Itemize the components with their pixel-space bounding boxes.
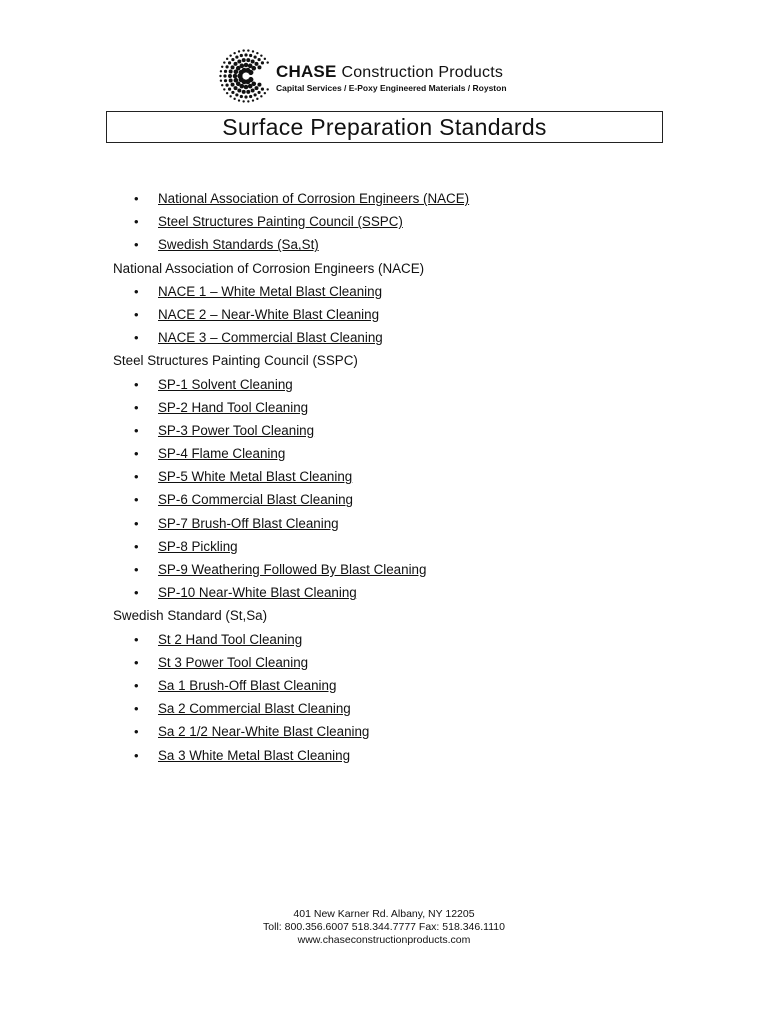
standard-link[interactable]: SP-4 Flame Cleaning bbox=[158, 446, 286, 462]
list-item bbox=[113, 558, 673, 581]
list-item bbox=[113, 512, 673, 535]
list-item bbox=[113, 488, 673, 511]
standard-link[interactable]: NACE 3 – Commercial Blast Cleaning bbox=[158, 330, 383, 346]
bullet-icon: • bbox=[134, 701, 139, 717]
bullet-icon: • bbox=[134, 724, 139, 740]
standard-link[interactable]: SP-8 Pickling bbox=[158, 538, 238, 554]
list-item bbox=[113, 326, 673, 349]
bullet-icon: • bbox=[134, 515, 139, 531]
nace-list bbox=[113, 280, 673, 350]
bullet-icon: • bbox=[134, 330, 139, 346]
standard-link[interactable]: SP-10 Near-White Blast Cleaning bbox=[158, 585, 357, 601]
bullet-icon: • bbox=[134, 399, 139, 415]
footer-phones: Toll: 800.356.6007 518.344.7777 Fax: 518.346.1110 bbox=[263, 921, 505, 933]
standard-link[interactable]: NACE 2 – Near-White Blast Cleaning bbox=[158, 306, 380, 322]
list-item bbox=[113, 465, 673, 488]
standard-link[interactable]: St 3 Power Tool Cleaning bbox=[158, 654, 309, 670]
list-item bbox=[113, 720, 673, 743]
list-item bbox=[113, 697, 673, 720]
bullet-icon: • bbox=[134, 237, 139, 253]
overview-link[interactable]: Swedish Standards (Sa,St) bbox=[158, 237, 319, 253]
list-item bbox=[113, 187, 673, 210]
company-logo bbox=[218, 48, 508, 108]
bullet-icon: • bbox=[134, 469, 139, 485]
list-item bbox=[113, 651, 673, 674]
standard-link[interactable]: Sa 2 Commercial Blast Cleaning bbox=[158, 701, 351, 717]
logo-brand bbox=[276, 62, 503, 82]
list-item bbox=[113, 744, 673, 767]
document-body bbox=[113, 187, 673, 767]
standard-link[interactable]: SP-1 Solvent Cleaning bbox=[158, 376, 293, 392]
standard-link[interactable]: Sa 1 Brush-Off Blast Cleaning bbox=[158, 677, 337, 693]
bullet-icon: • bbox=[134, 422, 139, 438]
standard-link[interactable]: St 2 Hand Tool Cleaning bbox=[158, 631, 303, 647]
chase-logo-icon bbox=[218, 48, 274, 104]
standard-link[interactable]: NACE 1 – White Metal Blast Cleaning bbox=[158, 283, 383, 299]
bullet-icon: • bbox=[134, 306, 139, 322]
bullet-icon: • bbox=[134, 562, 139, 577]
bullet-icon: • bbox=[134, 631, 139, 647]
list-item bbox=[113, 396, 673, 419]
logo-brand-suffix: Construction Products bbox=[341, 64, 504, 81]
section-heading-nace: National Association of Corrosion Engineers (NACE) bbox=[113, 260, 425, 276]
bullet-icon: • bbox=[134, 585, 139, 601]
list-item bbox=[113, 628, 673, 651]
standard-link[interactable]: SP-5 White Metal Blast Cleaning bbox=[158, 469, 353, 485]
list-item bbox=[113, 373, 673, 396]
list-item bbox=[113, 535, 673, 558]
logo-tagline: Capital Services / E-Poxy Engineered Materials / Royston bbox=[276, 83, 507, 93]
bullet-icon: • bbox=[134, 654, 139, 670]
swedish-list bbox=[113, 628, 673, 767]
bullet-icon: • bbox=[134, 214, 139, 230]
section-heading-swedish: Swedish Standard (St,Sa) bbox=[113, 608, 268, 624]
standard-link[interactable]: Sa 3 White Metal Blast Cleaning bbox=[158, 747, 351, 763]
section-heading-sspc: Steel Structures Painting Council (SSPC) bbox=[113, 353, 358, 369]
standard-link[interactable]: SP-6 Commercial Blast Cleaning bbox=[158, 492, 353, 508]
standard-link[interactable]: SP-2 Hand Tool Cleaning bbox=[158, 399, 309, 415]
standard-link[interactable]: Sa 2 1/2 Near-White Blast Cleaning bbox=[158, 724, 370, 740]
standard-link[interactable]: SP-9 Weathering Followed By Blast Cleaning bbox=[158, 562, 427, 577]
bullet-icon: • bbox=[134, 446, 139, 462]
list-item bbox=[113, 210, 673, 233]
bullet-icon: • bbox=[134, 492, 139, 508]
sspc-list bbox=[113, 373, 673, 605]
list-item bbox=[113, 419, 673, 442]
page-title: Surface Preparation Standards bbox=[106, 111, 663, 143]
overview-link[interactable]: Steel Structures Painting Council (SSPC) bbox=[158, 214, 403, 230]
bullet-icon: • bbox=[134, 283, 139, 299]
list-item bbox=[113, 280, 673, 303]
footer-address: 401 New Karner Rd. Albany, NY 12205 bbox=[293, 908, 475, 920]
list-item bbox=[113, 674, 673, 697]
bullet-icon: • bbox=[134, 677, 139, 693]
list-item bbox=[113, 303, 673, 326]
list-item bbox=[113, 233, 673, 256]
footer-website: www.chaseconstructionproducts.com bbox=[297, 934, 471, 946]
list-item bbox=[113, 581, 673, 604]
bullet-icon: • bbox=[134, 376, 139, 392]
overview-list bbox=[113, 187, 673, 257]
bullet-icon: • bbox=[134, 191, 139, 206]
standard-link[interactable]: SP-3 Power Tool Cleaning bbox=[158, 422, 315, 438]
standard-link[interactable]: SP-7 Brush-Off Blast Cleaning bbox=[158, 515, 339, 531]
bullet-icon: • bbox=[134, 747, 139, 763]
overview-link[interactable]: National Association of Corrosion Engineers (NACE) bbox=[158, 191, 470, 206]
bullet-icon: • bbox=[134, 538, 139, 554]
list-item bbox=[113, 442, 673, 465]
logo-brand-name: CHASE bbox=[276, 62, 337, 81]
page-footer bbox=[0, 908, 768, 947]
